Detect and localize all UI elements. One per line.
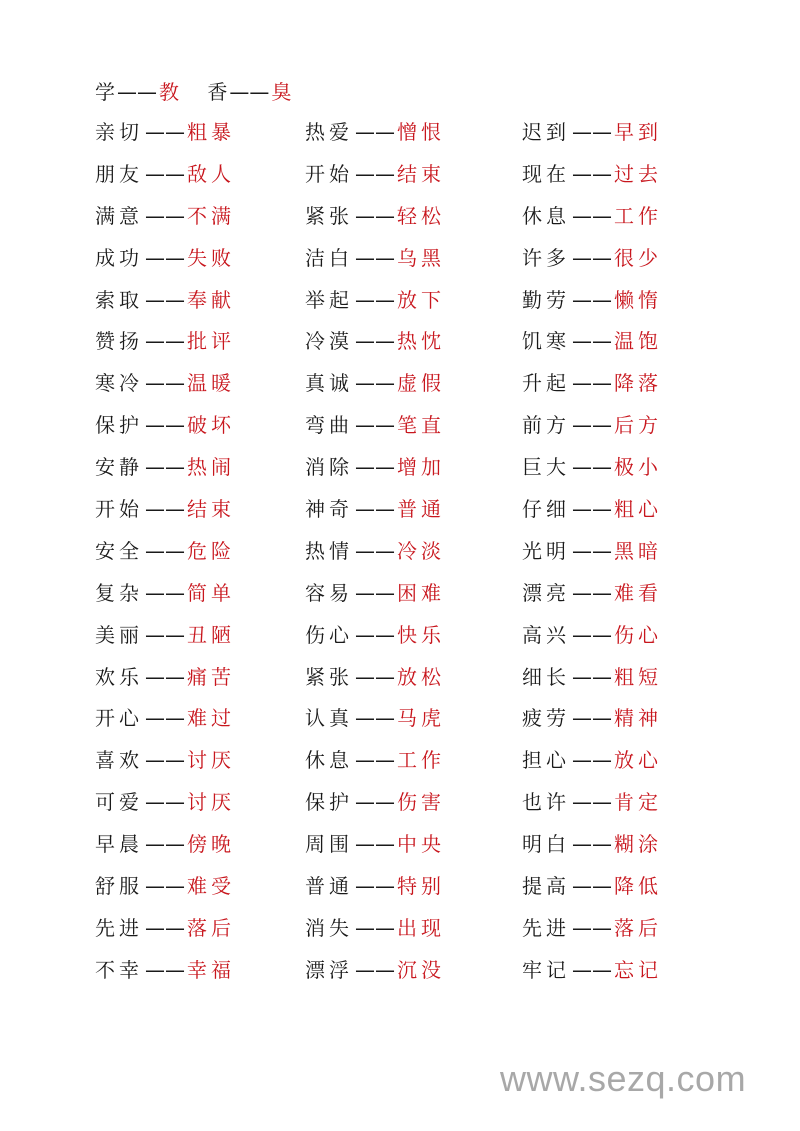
antonym-pair bbox=[305, 160, 445, 188]
word: 也许 bbox=[522, 790, 570, 815]
list-row bbox=[0, 118, 800, 160]
antonym-pair bbox=[95, 830, 235, 858]
dash: —— bbox=[355, 874, 395, 899]
antonym-pair bbox=[95, 663, 235, 691]
dash: —— bbox=[572, 790, 612, 815]
word: 开心 bbox=[95, 706, 143, 731]
antonym-pair bbox=[522, 788, 662, 816]
antonym-pair bbox=[207, 78, 291, 106]
antonym: 热忱 bbox=[397, 329, 445, 354]
antonym: 沉没 bbox=[397, 957, 445, 982]
dash: —— bbox=[145, 790, 185, 815]
antonym: 伤心 bbox=[614, 622, 662, 647]
dash: —— bbox=[355, 497, 395, 522]
antonym: 难过 bbox=[187, 706, 235, 731]
antonym: 虚假 bbox=[397, 371, 445, 396]
word: 举起 bbox=[305, 287, 353, 312]
antonym: 懒惰 bbox=[614, 287, 662, 312]
word: 认真 bbox=[305, 706, 353, 731]
word: 香 bbox=[207, 80, 228, 104]
antonym: 降低 bbox=[614, 874, 662, 899]
list-row bbox=[0, 663, 800, 705]
dash: —— bbox=[145, 120, 185, 144]
antonym-pair bbox=[522, 830, 662, 858]
dash: —— bbox=[355, 371, 395, 396]
dash: —— bbox=[355, 957, 395, 982]
antonym-pair bbox=[95, 286, 235, 314]
list-row bbox=[0, 327, 800, 369]
list-row bbox=[0, 830, 800, 872]
dash: —— bbox=[572, 413, 612, 438]
word: 饥寒 bbox=[522, 329, 570, 354]
antonym-pair bbox=[522, 411, 662, 439]
antonym-pair bbox=[95, 327, 235, 355]
dash: —— bbox=[572, 245, 612, 270]
antonym: 乌黑 bbox=[397, 245, 445, 270]
word: 复杂 bbox=[95, 580, 143, 605]
dash: —— bbox=[145, 329, 185, 354]
dash: —— bbox=[355, 622, 395, 647]
antonym-pair bbox=[305, 369, 445, 397]
dash: —— bbox=[355, 203, 395, 228]
word: 消除 bbox=[305, 455, 353, 480]
antonym-pair bbox=[95, 411, 235, 439]
word: 保护 bbox=[305, 790, 353, 815]
antonym-pair bbox=[522, 369, 662, 397]
word: 早晨 bbox=[95, 832, 143, 857]
dash: —— bbox=[355, 329, 395, 354]
antonym-pair bbox=[95, 202, 235, 230]
antonym: 批评 bbox=[187, 329, 235, 354]
antonym-pair bbox=[522, 704, 662, 732]
antonym: 工作 bbox=[397, 748, 445, 773]
list-row bbox=[0, 872, 800, 914]
dash: —— bbox=[572, 874, 612, 899]
antonym: 奉献 bbox=[187, 287, 235, 312]
dash: —— bbox=[572, 915, 612, 940]
word: 疲劳 bbox=[522, 706, 570, 731]
word: 先进 bbox=[522, 915, 570, 940]
word: 普通 bbox=[305, 874, 353, 899]
word: 赞扬 bbox=[95, 329, 143, 354]
list-row bbox=[0, 495, 800, 537]
antonym: 很少 bbox=[614, 245, 662, 270]
antonym-pair bbox=[95, 160, 235, 188]
antonym: 轻松 bbox=[397, 203, 445, 228]
antonym: 困难 bbox=[397, 580, 445, 605]
dash: —— bbox=[572, 957, 612, 982]
dash: —— bbox=[572, 538, 612, 563]
antonym-pair bbox=[522, 872, 662, 900]
antonym: 过去 bbox=[614, 161, 662, 186]
antonym: 中央 bbox=[397, 832, 445, 857]
antonym: 讨厌 bbox=[187, 790, 235, 815]
antonym-pair bbox=[95, 788, 235, 816]
word: 休息 bbox=[305, 748, 353, 773]
antonym-pair bbox=[305, 704, 445, 732]
dash: —— bbox=[145, 161, 185, 186]
list-row bbox=[0, 286, 800, 328]
word: 热情 bbox=[305, 538, 353, 563]
list-row bbox=[0, 621, 800, 663]
antonym-pair bbox=[305, 202, 445, 230]
antonym-pair bbox=[522, 621, 662, 649]
antonym: 降落 bbox=[614, 371, 662, 396]
word: 欢乐 bbox=[95, 664, 143, 689]
antonym: 粗暴 bbox=[187, 120, 235, 144]
antonym-pair bbox=[522, 537, 662, 565]
dash: —— bbox=[355, 455, 395, 480]
antonym: 不满 bbox=[187, 203, 235, 228]
list-row bbox=[0, 453, 800, 495]
word: 开始 bbox=[305, 161, 353, 186]
antonym-pair bbox=[305, 956, 445, 984]
antonym-pair bbox=[305, 495, 445, 523]
dash: —— bbox=[572, 706, 612, 731]
antonym: 温饱 bbox=[614, 329, 662, 354]
antonym-pair bbox=[305, 830, 445, 858]
word: 周围 bbox=[305, 832, 353, 857]
antonym: 肯定 bbox=[614, 790, 662, 815]
word: 安全 bbox=[95, 538, 143, 563]
word: 舒服 bbox=[95, 874, 143, 899]
antonym-pair bbox=[522, 118, 662, 146]
antonym: 快乐 bbox=[397, 622, 445, 647]
antonym: 笔直 bbox=[397, 413, 445, 438]
antonym: 痛苦 bbox=[187, 664, 235, 689]
antonym: 失败 bbox=[187, 245, 235, 270]
word: 光明 bbox=[522, 538, 570, 563]
word: 伤心 bbox=[305, 622, 353, 647]
antonym-pair bbox=[95, 621, 235, 649]
dash: —— bbox=[572, 664, 612, 689]
antonym-pair bbox=[522, 202, 662, 230]
antonym: 早到 bbox=[614, 120, 662, 144]
antonym-pair bbox=[95, 579, 235, 607]
word: 保护 bbox=[95, 413, 143, 438]
antonym-pair bbox=[95, 369, 235, 397]
dash: —— bbox=[145, 371, 185, 396]
dash: —— bbox=[355, 832, 395, 857]
word: 细长 bbox=[522, 664, 570, 689]
antonym: 教 bbox=[159, 80, 179, 104]
dash: —— bbox=[355, 287, 395, 312]
dash: —— bbox=[572, 580, 612, 605]
word: 升起 bbox=[522, 371, 570, 396]
antonym: 热闹 bbox=[187, 455, 235, 480]
antonym-pair bbox=[95, 914, 235, 942]
dash: —— bbox=[355, 120, 395, 144]
dash: —— bbox=[572, 497, 612, 522]
antonym: 放松 bbox=[397, 664, 445, 689]
list-row bbox=[0, 579, 800, 621]
dash: —— bbox=[355, 915, 395, 940]
dash: —— bbox=[355, 706, 395, 731]
word: 先进 bbox=[95, 915, 143, 940]
list-row bbox=[0, 956, 800, 998]
antonym-pair bbox=[95, 118, 235, 146]
antonym: 伤害 bbox=[397, 790, 445, 815]
dash: —— bbox=[145, 538, 185, 563]
antonym-pair bbox=[522, 746, 662, 774]
dash: —— bbox=[355, 790, 395, 815]
antonym-pair bbox=[305, 537, 445, 565]
word: 寒冷 bbox=[95, 371, 143, 396]
word: 热爱 bbox=[305, 120, 353, 144]
dash: —— bbox=[145, 497, 185, 522]
antonym-pair bbox=[95, 78, 179, 106]
dash: —— bbox=[145, 706, 185, 731]
antonym: 冷淡 bbox=[397, 538, 445, 563]
antonym-pair bbox=[522, 453, 662, 481]
antonym-pair bbox=[305, 453, 445, 481]
antonym: 增加 bbox=[397, 455, 445, 480]
antonym: 讨厌 bbox=[187, 748, 235, 773]
antonym: 落后 bbox=[614, 915, 662, 940]
word: 消失 bbox=[305, 915, 353, 940]
antonym-pair bbox=[522, 244, 662, 272]
antonym: 特别 bbox=[397, 874, 445, 899]
antonym-pair bbox=[305, 914, 445, 942]
antonym-pair bbox=[522, 327, 662, 355]
antonym-pair bbox=[305, 663, 445, 691]
word: 神奇 bbox=[305, 497, 353, 522]
antonym-list bbox=[0, 118, 800, 998]
antonym: 粗心 bbox=[614, 497, 662, 522]
antonym-pair bbox=[95, 453, 235, 481]
antonym: 臭 bbox=[271, 80, 292, 104]
antonym: 危险 bbox=[187, 538, 235, 563]
antonym: 破坏 bbox=[187, 413, 235, 438]
dash: —— bbox=[355, 413, 395, 438]
dash: —— bbox=[145, 874, 185, 899]
dash: —— bbox=[145, 455, 185, 480]
antonym-pair bbox=[522, 663, 662, 691]
antonym: 工作 bbox=[614, 203, 662, 228]
dash: —— bbox=[117, 80, 157, 104]
dash: —— bbox=[355, 580, 395, 605]
word: 前方 bbox=[522, 413, 570, 438]
antonym: 极小 bbox=[614, 455, 662, 480]
word: 紧张 bbox=[305, 203, 353, 228]
antonym-pair bbox=[305, 244, 445, 272]
antonym-pair bbox=[305, 579, 445, 607]
list-row bbox=[0, 411, 800, 453]
list-row bbox=[0, 160, 800, 202]
antonym: 后方 bbox=[614, 413, 662, 438]
dash: —— bbox=[145, 957, 185, 982]
antonym: 马虎 bbox=[397, 706, 445, 731]
antonym-pair bbox=[95, 704, 235, 732]
antonym: 简单 bbox=[187, 580, 235, 605]
dash: —— bbox=[572, 120, 612, 144]
antonym-pair bbox=[522, 286, 662, 314]
list-row bbox=[0, 746, 800, 788]
word: 勤劳 bbox=[522, 287, 570, 312]
word: 仔细 bbox=[522, 497, 570, 522]
antonym: 忘记 bbox=[614, 957, 662, 982]
word: 紧张 bbox=[305, 664, 353, 689]
word: 休息 bbox=[522, 203, 570, 228]
word: 不幸 bbox=[95, 957, 143, 982]
antonym-pair bbox=[305, 286, 445, 314]
word: 巨大 bbox=[522, 455, 570, 480]
dash: —— bbox=[145, 915, 185, 940]
antonym-pair bbox=[95, 244, 235, 272]
dash: —— bbox=[355, 664, 395, 689]
watermark: www.sezq.com bbox=[500, 1058, 747, 1099]
word: 索取 bbox=[95, 287, 143, 312]
antonym: 精神 bbox=[614, 706, 662, 731]
dash: —— bbox=[572, 622, 612, 647]
word: 美丽 bbox=[95, 622, 143, 647]
dash: —— bbox=[145, 245, 185, 270]
antonym-pair bbox=[522, 160, 662, 188]
word: 洁白 bbox=[305, 245, 353, 270]
antonym: 傍晚 bbox=[187, 832, 235, 857]
antonym-pair bbox=[95, 746, 235, 774]
word: 可爱 bbox=[95, 790, 143, 815]
antonym-pair bbox=[522, 495, 662, 523]
antonym: 温暖 bbox=[187, 371, 235, 396]
dash: —— bbox=[572, 161, 612, 186]
antonym: 丑陋 bbox=[187, 622, 235, 647]
dash: —— bbox=[355, 538, 395, 563]
word: 牢记 bbox=[522, 957, 570, 982]
antonym: 出现 bbox=[397, 915, 445, 940]
dash: —— bbox=[145, 832, 185, 857]
word: 漂亮 bbox=[522, 580, 570, 605]
dash: —— bbox=[145, 580, 185, 605]
antonym-pair bbox=[305, 746, 445, 774]
word: 满意 bbox=[95, 203, 143, 228]
word: 开始 bbox=[95, 497, 143, 522]
antonym: 结束 bbox=[397, 161, 445, 186]
dash: —— bbox=[572, 371, 612, 396]
dash: —— bbox=[145, 622, 185, 647]
dash: —— bbox=[145, 413, 185, 438]
antonym-pair bbox=[95, 537, 235, 565]
dash: —— bbox=[572, 329, 612, 354]
antonym: 幸福 bbox=[187, 957, 235, 982]
word: 明白 bbox=[522, 832, 570, 857]
word: 迟到 bbox=[522, 120, 570, 144]
word: 真诚 bbox=[305, 371, 353, 396]
dash: —— bbox=[145, 203, 185, 228]
antonym-pair bbox=[305, 621, 445, 649]
antonym-pair bbox=[305, 872, 445, 900]
antonym: 落后 bbox=[187, 915, 235, 940]
antonym-pair bbox=[305, 788, 445, 816]
header-pairs bbox=[95, 78, 313, 106]
word: 提高 bbox=[522, 874, 570, 899]
antonym: 糊涂 bbox=[614, 832, 662, 857]
antonym-pair bbox=[522, 579, 662, 607]
dash: —— bbox=[572, 287, 612, 312]
list-row bbox=[0, 537, 800, 579]
dash: —— bbox=[572, 832, 612, 857]
antonym: 放心 bbox=[614, 748, 662, 773]
antonym-pair bbox=[305, 327, 445, 355]
list-row bbox=[0, 202, 800, 244]
word: 学 bbox=[95, 80, 115, 104]
antonym: 憎恨 bbox=[397, 120, 445, 144]
word: 安静 bbox=[95, 455, 143, 480]
antonym-pair bbox=[305, 118, 445, 146]
antonym: 结束 bbox=[187, 497, 235, 522]
word: 亲切 bbox=[95, 120, 143, 144]
antonym-pair bbox=[95, 872, 235, 900]
word: 高兴 bbox=[522, 622, 570, 647]
word: 现在 bbox=[522, 161, 570, 186]
dash: —— bbox=[145, 748, 185, 773]
dash: —— bbox=[145, 664, 185, 689]
word: 担心 bbox=[522, 748, 570, 773]
dash: —— bbox=[355, 245, 395, 270]
antonym: 敌人 bbox=[187, 161, 235, 186]
antonym: 放下 bbox=[397, 287, 445, 312]
antonym: 难看 bbox=[614, 580, 662, 605]
word: 漂浮 bbox=[305, 957, 353, 982]
list-row bbox=[0, 788, 800, 830]
antonym-pair bbox=[95, 495, 235, 523]
word: 许多 bbox=[522, 245, 570, 270]
word: 冷漠 bbox=[305, 329, 353, 354]
list-row bbox=[0, 244, 800, 286]
list-row bbox=[0, 369, 800, 411]
antonym: 普通 bbox=[397, 497, 445, 522]
dash: —— bbox=[572, 203, 612, 228]
antonym: 难受 bbox=[187, 874, 235, 899]
dash: —— bbox=[572, 748, 612, 773]
word: 容易 bbox=[305, 580, 353, 605]
word: 喜欢 bbox=[95, 748, 143, 773]
antonym: 粗短 bbox=[614, 664, 662, 689]
word: 弯曲 bbox=[305, 413, 353, 438]
list-row bbox=[0, 914, 800, 956]
list-row bbox=[0, 704, 800, 746]
antonym: 黑暗 bbox=[614, 538, 662, 563]
antonym-pair bbox=[522, 956, 662, 984]
dash: —— bbox=[355, 748, 395, 773]
word: 朋友 bbox=[95, 161, 143, 186]
antonym-pair bbox=[522, 914, 662, 942]
dash: —— bbox=[355, 161, 395, 186]
word: 成功 bbox=[95, 245, 143, 270]
dash: —— bbox=[572, 455, 612, 480]
antonym-pair bbox=[95, 956, 235, 984]
antonym-pair bbox=[305, 411, 445, 439]
dash: —— bbox=[229, 80, 270, 104]
dash: —— bbox=[145, 287, 185, 312]
